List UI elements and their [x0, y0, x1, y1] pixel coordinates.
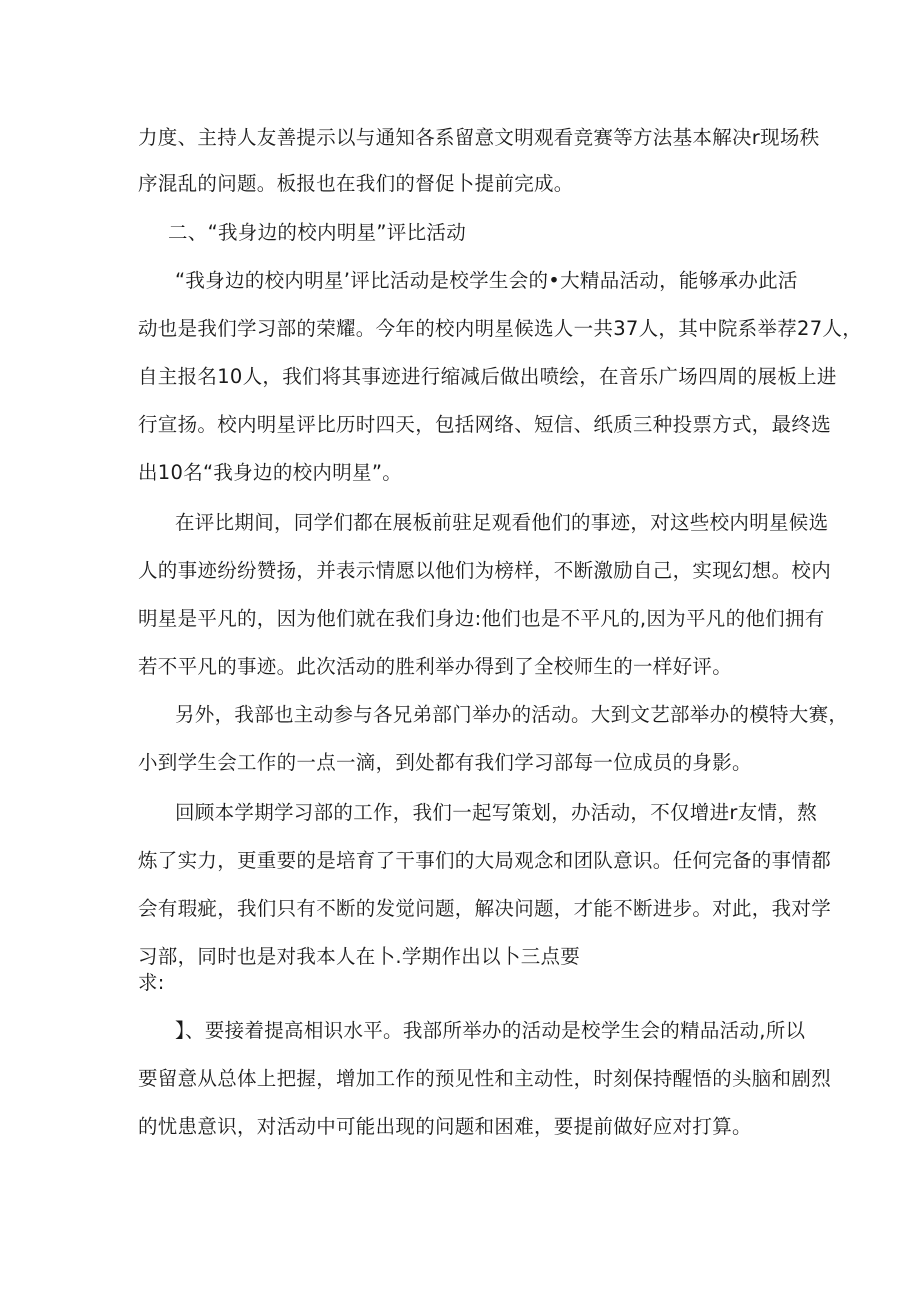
text-line: 行宣扬。校内明星评比历时四天，包括网络、短信、纸质三种投票方式，最终选 [138, 413, 832, 436]
text-line: 要留意从总体上把握，增加工作的预见性和主动性，时刻保持醒悟的头脑和剧烈 [138, 1067, 832, 1090]
text-line: 动也是我们学习部的荣耀。今年的校内明星候选人一共37人，其中院系举荐27人， [138, 317, 863, 340]
text-line: 若不平凡的事迹。此次活动的胜利举办得到了全校师生的一样好评。 [138, 655, 733, 678]
text-line: 人的事迹纷纷赞扬，并表示情愿以他们为榜样，不断激励自己，实现幻想。校内 [138, 559, 832, 582]
text-line: 力度、主持人友善提示以与通知各系留意文明观看竞赛等方法基本解决r现场秩 [138, 126, 820, 149]
text-line: 另外，我部也主动参与各兄弟部门举办的活动。大到文艺部举办的模特大赛， [175, 703, 849, 726]
text-line: “我身边的校内明星’评比活动是校学生会的•大精品活动，能够承办此活 [175, 269, 798, 292]
text-line: 求: [138, 971, 165, 994]
text-line: 在评比期间，同学们都在展板前驻足观看他们的事迹，对这些校内明星候选 [175, 511, 829, 534]
text-line: 自主报名10人，我们将其事迹进行缩减后做出喷绘，在音乐广场四周的展板上进 [138, 365, 837, 388]
text-line: 出10名“我身边的校内明星”。 [138, 461, 403, 484]
text-line: 明星是平凡的，因为他们就在我们身边:他们也是不平凡的,因为平凡的他们拥有 [138, 607, 825, 630]
text-line: 小到学生会工作的一点一滴，到处都有我们学习部每一位成员的身影。 [138, 751, 752, 774]
text-line: 习部，同时也是对我本人在卜.学期作出以卜三点要 [138, 945, 581, 968]
text-line: 序混乱的问题。板报也在我们的督促卜提前完成。 [138, 172, 574, 195]
section-heading: 二、“我身边的校内明星”评比活动 [168, 221, 467, 244]
text-line: 会有瑕疵，我们只有不断的发觉问题，解决问题，才能不断进步。对此，我对学 [138, 897, 832, 920]
text-line: 回顾本学期学习部的工作，我们一起写策划，办活动，不仅增进r友情，熬 [175, 801, 817, 824]
text-line: 的忧患意识，对活动中可能出现的问题和困难，要提前做好应对打算。 [138, 1115, 752, 1138]
text-line: 】、要接着提高相识水平。我部所举办的活动是校学生会的精品活动,所以 [175, 1019, 806, 1042]
text-line: 炼了实力，更重要的是培育了干事们的大局观念和团队意识。任何完备的事情都 [138, 849, 832, 872]
